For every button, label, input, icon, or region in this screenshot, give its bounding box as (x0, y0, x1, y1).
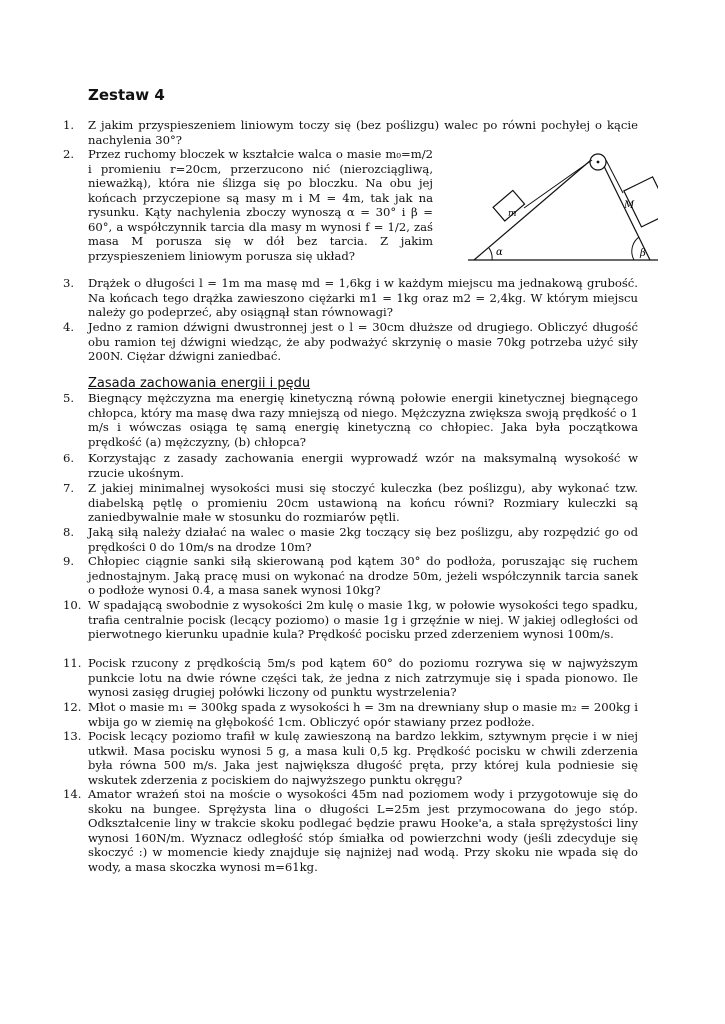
problem-text: Biegnący mężczyzna ma energię kinetyczną równą połowie energii kinetycznej biegnącego chłopca, który ma masę dwa razy mniejszą od niego. Mężczyzna zwiększa swoją prędkość o 1 m/s i wówczas osiąga tę samą energię kinetyczną co chłopiec. Jaka była początkowa prędkość (a) mężczyzny, (b) chłopca? (88, 391, 638, 449)
problem-number: 2. (63, 147, 75, 161)
problem-number: 8. (63, 525, 75, 539)
problem-number: 3. (63, 276, 75, 290)
problem-number: 4. (63, 320, 75, 334)
problem-6 (63, 451, 638, 480)
problem-10 (63, 598, 638, 642)
problem-text: Pocisk rzucony z prędkością 5m/s pod kątem 60° do poziomu rozrywa się w najwyższym punkcie lotu na dwie równe części tak, że jedna z nich zatrzymuje się i spada pionowo. Ile wynosi zasięg drugiej połówki liczony od punktu wystrzelenia? (88, 656, 638, 699)
problem-text: Jedno z ramion dźwigni dwustronnej jest o l = 30cm dłuższe od drugiego. Obliczyć długość obu ramion tej dźwigni wiedząc, że aby podważyć skrzynię o masie 70kg potrzeba użyć siły 200N. Ciężar dźwigni zaniedbać. (88, 320, 638, 363)
problem-number: 6. (63, 451, 75, 465)
section-heading: Zasada zachowania energii i pędu (88, 376, 311, 391)
problem-text: Przez ruchomy bloczek w kształcie walca o masie m₀=m/2 i promieniu r=20cm, przerzucono nić (nierozciągliwą, nieważką), która nie ślizga się po bloczku. Na obu jej końcach przyczepione są masy m i M = 4m, tak jak na rysunku. Kąty nachylenia zboczy wynoszą α = 30° i β = 60°, a współczynnik tarcia dla masy m wynosi f = 1/2, zaś masa M porusza się w dół bez tarcia. Z jakim przyspieszeniem liniowym porusza się układ? (88, 147, 433, 263)
problem-text: Młot o masie m₁ = 300kg spada z wysokości h = 3m na drewniany słup o masie m₂ = 200kg i wbija go w ziemię na głębokość 1cm. Obliczyć opór stawiany przez podłoże. (88, 700, 638, 729)
label-M: M (624, 200, 635, 211)
problem-14 (63, 787, 638, 874)
problem-number: 12. (63, 700, 82, 714)
problem-number: 11. (63, 656, 82, 670)
problem-text: W spadającą swobodnie z wysokości 2m kulę o masie 1kg, w połowie wysokości tego spadku, trafia centralnie pocisk (lecący poziomo) o masie 1g i grzęźnie w niej. W jakiej odległości od pierwotnego kierunku upadnie kula? Prędkość pocisku przed zderzeniem wynosi 100m/s. (88, 598, 638, 641)
problem-9 (63, 554, 638, 598)
problem-text: Pocisk lecący poziomo trafił w kulę zawieszoną na bardzo lekkim, sztywnym pręcie i w niej utkwił. Masa pocisku wynosi 5 g, a masa kuli 0,5 kg. Prędkość pocisku w chwili zderzenia była równa 500 m/s. Jaka jest największa długość pręta, przy której kula podniesie się wskutek zderzenia z pociskiem do najwyższego punktu okręgu? (88, 729, 638, 787)
label-m: m (508, 209, 517, 219)
problem-8 (63, 525, 638, 554)
problem-number: 9. (63, 554, 75, 568)
problem-text: Z jakiej minimalnej wysokości musi się stoczyć kuleczka (bez poślizgu), aby wykonać tzw. diabelską pętlę o promieniu 20cm ustawioną na końcu równi? Rozmiary kuleczki są zaniedbywalnie małe w stosunku do rozmiarów pętli. (88, 481, 638, 524)
problem-number: 5. (63, 391, 75, 405)
problem-text: Drążek o długości l = 1m ma masę md = 1,6kg i w każdym miejscu ma jednakową grubość. Na końcach tego drążka zawieszono ciężarki m1 = 1kg oraz m2 = 2,4kg. W którym miejscu należy go podeprzeć, aby osiągnął stan równowagi? (88, 276, 638, 319)
problem-13 (63, 729, 638, 787)
problem-text: Korzystając z zasady zachowania energii wyprowadź wzór na maksymalną wysokość w rzucie ukośnym. (88, 451, 638, 480)
problem-number: 13. (63, 729, 82, 743)
problem-number: 7. (63, 481, 75, 495)
problem-text: Amator wrażeń stoi na moście o wysokości 45m nad poziomem wody i przygotowuje się do skoku na bungee. Sprężysta lina o długości L=25m jest przymocowana do jego stóp. Odkształcenie liny w trakcie skoku podlegać będzie prawu Hooke'a, a stała sprężystości liny wynosi 160N/m. Wyznacz odległość stóp śmiałka od powierzchni wody (jeśli zdecyduje się skoczyć :) w momencie kiedy znajduje się najniżej nad wodą. Przy skoku nie wpada się do wody, a masa skoczka wynosi m=61kg. (88, 787, 638, 874)
problem-1 (63, 118, 638, 147)
pulley-incline-diagram (468, 148, 658, 266)
label-beta: β (640, 248, 646, 259)
page-title: Zestaw 4 (88, 86, 165, 104)
problem-5 (63, 391, 638, 449)
problem-11 (63, 656, 638, 700)
problem-number: 14. (63, 787, 82, 801)
problem-text: Jaką siłą należy działać na walec o masie 2kg toczący się bez poślizgu, aby rozpędzić go od prędkości 0 do 10m/s na drodze 10m? (88, 525, 638, 554)
problem-3 (63, 276, 638, 320)
problem-7 (63, 481, 638, 525)
problem-number: 1. (63, 118, 75, 132)
problem-4 (63, 320, 638, 364)
problem-12 (63, 700, 638, 729)
problem-2 (63, 147, 433, 263)
label-alpha: α (496, 247, 503, 258)
problem-text: Chłopiec ciągnie sanki siłą skierowaną pod kątem 30° do podłoża, poruszając się ruchem jednostajnym. Jaką pracę musi on wykonać na drodze 50m, jeżeli współczynnik tarcia sanek o podłoże wynosi 0.4, a masa sanek wynosi 10kg? (88, 554, 638, 597)
problem-number: 10. (63, 598, 82, 612)
problem-text: Z jakim przyspieszeniem liniowym toczy się (bez poślizgu) walec po równi pochyłej o kącie nachylenia 30°? (88, 118, 638, 147)
